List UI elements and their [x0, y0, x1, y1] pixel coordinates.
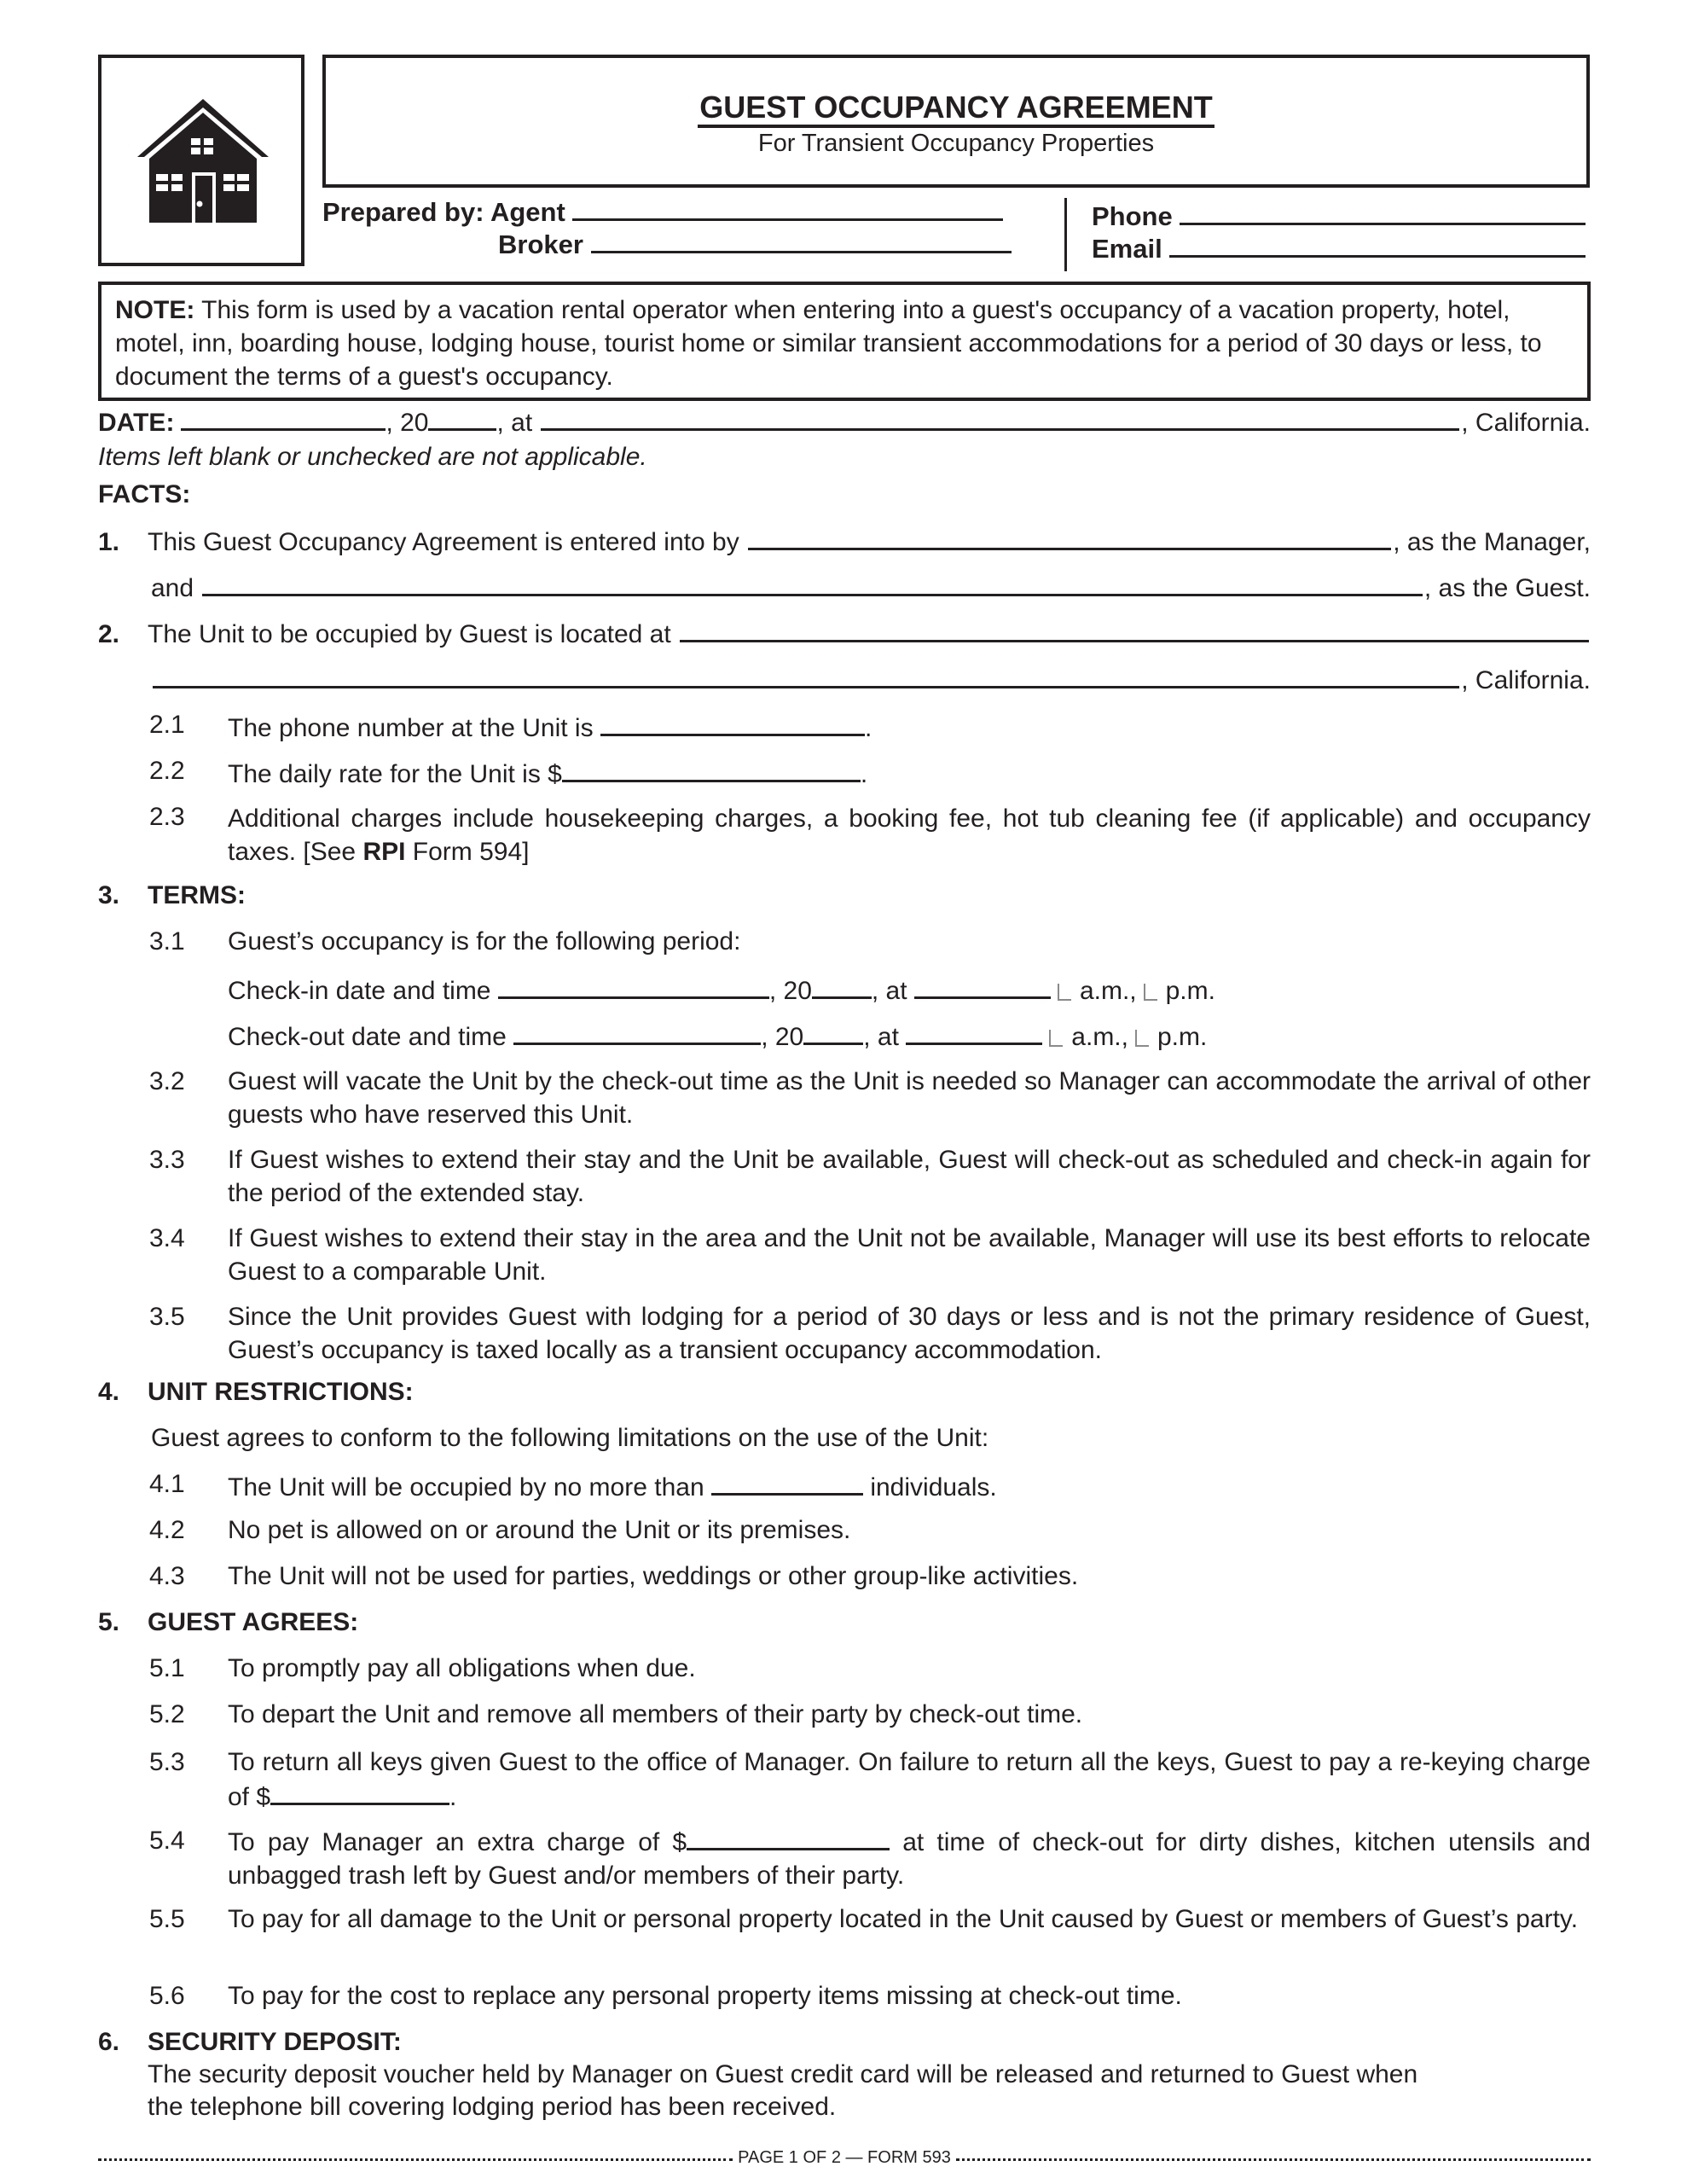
- item-text-wrap: [228, 802, 1591, 868]
- section-4-intro: Guest agrees to conform to the following limitations on the use of the Unit:: [151, 1424, 989, 1452]
- item-text: To pay for all damage to the Unit or personal property located in the Unit caused by Guest or members of Guest’s party.: [228, 1905, 1579, 1933]
- section-3-number: 3.: [98, 881, 120, 909]
- year-prefix: , 20: [768, 977, 812, 1005]
- item-text: Additional charges include housekeeping charges, a booking fee, hot tub cleaning fee (if applicable) and occupancy taxes. [See: [228, 804, 1591, 866]
- at-label: , at: [863, 1023, 899, 1051]
- section-5-heading: [98, 1607, 1591, 1638]
- blank-notice: Items left blank or unchecked are not applicable.: [98, 443, 647, 471]
- email-row: [1092, 231, 1586, 264]
- item-text: To pay for the cost to replace any personal property items missing at check-out time.: [228, 1982, 1182, 2010]
- form-ref: Form 594]: [405, 838, 530, 866]
- am-checkbox[interactable]: [1058, 984, 1071, 1001]
- item-text: If Guest wishes to extend their stay and the Unit be available, Guest will check-out as scheduled and check-in again for the period of the extended stay.: [228, 1146, 1591, 1207]
- am-label: a.m.,: [1079, 977, 1137, 1005]
- item-text: Since the Unit provides Guest with lodging for a period of 30 days or less and is not the primary residence of Guest, Guest’s occupancy is taxed locally as a transient occupancy accommodation.: [228, 1303, 1591, 1364]
- max-occupants-field[interactable]: [711, 1469, 863, 1496]
- header-divider: [1064, 198, 1067, 271]
- item-number: 4.3: [149, 1562, 185, 1590]
- footer-rule-right: [956, 2158, 1591, 2161]
- date-field[interactable]: [181, 404, 386, 431]
- broker-label: Broker: [498, 229, 583, 259]
- section-4-heading: [98, 1377, 1591, 1408]
- item-number: 3.2: [149, 1067, 185, 1095]
- item-number: 5.5: [149, 1905, 185, 1933]
- item-number: 2.1: [149, 711, 185, 739]
- location-field[interactable]: [541, 406, 1459, 431]
- item-number: 4.2: [149, 1516, 185, 1544]
- section-2-text: The Unit to be occupied by Guest is located at: [148, 620, 671, 648]
- individuals-label: individuals.: [870, 1473, 997, 1502]
- at-label: , at: [871, 977, 907, 1005]
- item-number: 5.4: [149, 1827, 185, 1855]
- and-label: and: [151, 574, 194, 602]
- item-number: 3.4: [149, 1224, 185, 1252]
- item-text: Guest’s occupancy is for the following period:: [228, 927, 741, 956]
- item-text: To promptly pay all obligations when due.: [228, 1654, 696, 1682]
- year-prefix: , 20: [761, 1023, 804, 1051]
- item-text-wrap: [228, 1824, 1591, 1892]
- section-1-text: This Guest Occupancy Agreement is entered into by: [148, 528, 739, 556]
- date-line: [98, 404, 1591, 439]
- guest-field[interactable]: [202, 572, 1423, 596]
- period: .: [860, 760, 868, 788]
- section-6-heading: [98, 2027, 1591, 2058]
- note-label: NOTE:: [115, 296, 195, 324]
- item-number: 5.6: [149, 1982, 185, 2010]
- item-number: 3.3: [149, 1146, 185, 1174]
- section-5-title: GUEST AGREES:: [148, 1608, 359, 1636]
- section-1-line2: [98, 572, 1591, 604]
- at-label: , at: [496, 409, 533, 437]
- agent-row: [322, 195, 1003, 228]
- section-1-number: 1.: [98, 528, 120, 556]
- date-label: DATE:: [98, 409, 175, 437]
- checkin-date-field[interactable]: [498, 973, 769, 999]
- checkin-label: Check-in date and time: [228, 977, 491, 1005]
- checkout-year-field[interactable]: [803, 1019, 863, 1045]
- checkout-time-field[interactable]: [906, 1019, 1042, 1045]
- title-box: [322, 55, 1590, 188]
- item-text-wrap: [228, 1745, 1591, 1814]
- item-text: If Guest wishes to extend their stay in the area and the Unit not be available, Manager will use its best efforts to relocate Guest to a comparable Unit.: [228, 1224, 1591, 1286]
- pm-checkbox[interactable]: [1144, 984, 1157, 1001]
- unit-phone-field[interactable]: [600, 710, 865, 736]
- pm-label: p.m.: [1165, 977, 1215, 1005]
- item-text-wrap: [228, 1469, 1591, 1503]
- phone-field[interactable]: [1180, 199, 1586, 225]
- california-label: , California.: [1461, 409, 1591, 437]
- section-2-number: 2.: [98, 620, 120, 648]
- house-icon: [137, 99, 269, 227]
- broker-field[interactable]: [591, 227, 1012, 253]
- manager-field[interactable]: [748, 526, 1391, 550]
- section-2-line1: [98, 618, 1591, 650]
- item-text: No pet is allowed on or around the Unit or its premises.: [228, 1516, 851, 1544]
- am-label: a.m.,: [1071, 1023, 1128, 1051]
- section-4-number: 4.: [98, 1378, 120, 1406]
- item-text: The Unit will be occupied by no more than: [228, 1473, 704, 1502]
- checkin-year-field[interactable]: [812, 973, 872, 999]
- checkout-wrap: [228, 1019, 1591, 1053]
- facts-heading: FACTS:: [98, 480, 191, 508]
- item-text-wrap: [228, 756, 1591, 790]
- manager-suffix: , as the Manager,: [1393, 528, 1591, 556]
- item-number: 5.3: [149, 1748, 185, 1776]
- item-text: The phone number at the Unit is: [228, 714, 594, 742]
- section-2-line2: [98, 664, 1591, 696]
- email-field[interactable]: [1169, 231, 1586, 258]
- section-3-title: TERMS:: [148, 881, 246, 909]
- item-text: Guest will vacate the Unit by the check-out time as the Unit is needed so Manager can accommodate the arrival of other guests who have reserved this Unit.: [228, 1067, 1591, 1129]
- note-text: This form is used by a vacation rental operator when entering into a guest's occupancy of a vacation property, hotel, motel, inn, boarding house, lodging house, tourist home or similar transient accommodations for a period of 30 days or less, to document the terms of a guest's occupancy.: [115, 296, 1542, 391]
- daily-rate-field[interactable]: [562, 756, 861, 782]
- guest-suffix: , as the Guest.: [1423, 574, 1591, 602]
- pm-checkbox[interactable]: [1135, 1030, 1149, 1047]
- logo-box: [98, 55, 304, 266]
- footer-text: PAGE 1 OF 2 — FORM 593: [738, 2148, 951, 2167]
- item-number: 5.2: [149, 1700, 185, 1728]
- agent-label: Prepared by: Agent: [322, 197, 565, 227]
- section-6-number: 6.: [98, 2028, 120, 2056]
- section-6-line1: The security deposit voucher held by Manager on Guest credit card will be released and returned to Guest when: [148, 2060, 1418, 2088]
- broker-row: [498, 227, 1012, 260]
- pm-label: p.m.: [1157, 1023, 1208, 1051]
- page-subtitle: For Transient Occupancy Properties: [757, 130, 1155, 157]
- section-6-title: SECURITY DEPOSIT:: [148, 2028, 402, 2056]
- california-label-2: , California.: [1461, 666, 1591, 694]
- item-number: 5.1: [149, 1654, 185, 1682]
- am-checkbox[interactable]: [1049, 1030, 1063, 1047]
- page-footer: [98, 2148, 1591, 2168]
- extra-charge-field[interactable]: [687, 1824, 890, 1850]
- checkout-label: Check-out date and time: [228, 1023, 507, 1051]
- rpi-label: RPI: [362, 838, 406, 866]
- period: .: [864, 714, 872, 742]
- item-number: 2.2: [149, 757, 185, 785]
- unit-address-field[interactable]: [680, 618, 1589, 642]
- year-field[interactable]: [428, 404, 496, 431]
- unit-address-field-2[interactable]: [153, 664, 1459, 688]
- item-text: The Unit will not be used for parties, weddings or other group-like activities.: [228, 1562, 1079, 1590]
- section-4-title: UNIT RESTRICTIONS:: [148, 1378, 414, 1406]
- period: .: [449, 1783, 457, 1811]
- section-3-heading: [98, 880, 1591, 911]
- section-5-number: 5.: [98, 1608, 120, 1636]
- agent-field[interactable]: [572, 195, 1003, 221]
- footer-rule-left: [98, 2158, 733, 2161]
- section-6-line2: the telephone bill covering lodging period has been received.: [148, 2093, 837, 2121]
- item-text: To pay Manager an extra charge of $: [228, 1828, 687, 1856]
- item-text: To depart the Unit and remove all members of their party by check-out time.: [228, 1700, 1083, 1728]
- page-title: GUEST OCCUPANCY AGREEMENT: [698, 90, 1214, 128]
- email-label: Email: [1092, 234, 1162, 264]
- item-text-wrap: [228, 710, 1591, 744]
- rekey-charge-field[interactable]: [270, 1779, 449, 1805]
- section-1-line1: [98, 526, 1591, 558]
- item-text: The daily rate for the Unit is $: [228, 760, 562, 788]
- checkin-time-field[interactable]: [914, 973, 1051, 999]
- item-number: 2.3: [149, 803, 185, 831]
- item-text-end: at time of check-out for dirty dishes, kitchen utensils and unbagged trash left by Guest and/or members of their party.: [228, 1828, 1591, 1890]
- item-2-3: [98, 802, 1591, 870]
- item-number: 3.5: [149, 1303, 185, 1331]
- checkout-date-field[interactable]: [513, 1019, 761, 1045]
- phone-label: Phone: [1092, 201, 1173, 231]
- item-number: 3.1: [149, 927, 185, 956]
- note-box: [98, 282, 1591, 401]
- year-prefix: , 20: [386, 409, 429, 437]
- item-text: To return all keys given Guest to the office of Manager. On failure to return all the keys, Guest to pay a re-keying charge of $: [228, 1748, 1591, 1811]
- checkin-wrap: [228, 973, 1591, 1007]
- phone-row: [1092, 199, 1586, 232]
- item-number: 4.1: [149, 1470, 185, 1498]
